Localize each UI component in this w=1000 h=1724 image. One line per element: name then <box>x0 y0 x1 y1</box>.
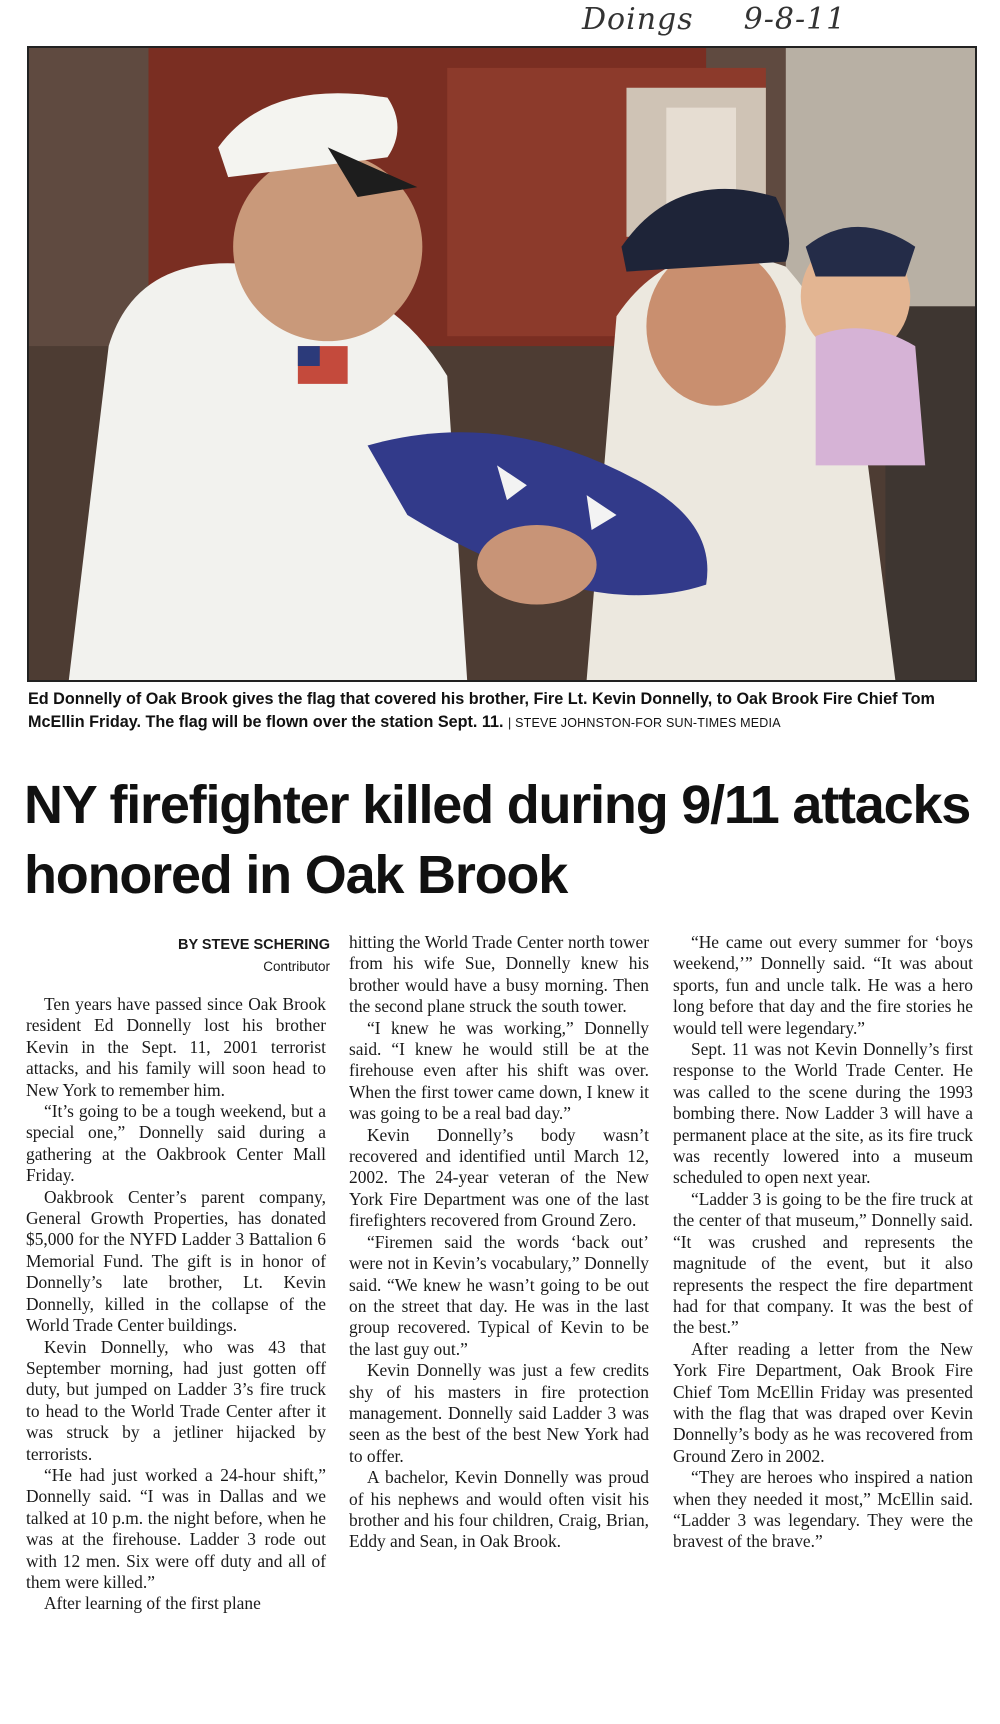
article-column-2 <box>349 932 649 1553</box>
photo-caption <box>28 688 978 735</box>
paragraph: “Firemen said the words ‘back out’ were not in Kevin’s vocabulary,” Donnelly said. “We knew he wasn’t going to be out on the street that day. He was in the last group recovered. Typical of Kevin to be the last guy out.” <box>349 1231 649 1359</box>
handwritten-note <box>582 2 846 37</box>
paragraph: “Ladder 3 is going to be the fire truck at the center of that museum,” Donnelly said. “It was crushed and represents the magnitude of the event, but it also represents the respect the fire department had for that company. It was the best of the best.” <box>673 1188 973 1338</box>
paragraph: Oakbrook Center’s parent company, General Growth Properties, has donated $5,000 for the NYFD Ladder 3 Battalion 6 Memorial Fund. The gift is in honor of Donnelly’s late brother, Lt. Kevin Donnelly, killed in the collapse of the World Trade Center buildings. <box>26 1186 326 1336</box>
paragraph-continued: hitting the World Trade Center north tower from his wife Sue, Donnelly knew his brother would have a busy morning. Then the second plane struck the south tower. <box>349 932 649 1017</box>
paragraph: Kevin Donnelly’s body wasn’t recovered and identified until March 12, 2002. The 24-year veteran of the New York Fire Department was one of the last firefighters recovered from Ground Zero. <box>349 1124 649 1231</box>
paragraph: “I knew he was working,” Donnelly said. “I knew he would still be at the firehouse even after his shift was over. When the first tower came down, I knew it was going to be a real bad day.” <box>349 1017 649 1124</box>
article-column-3 <box>673 932 973 1553</box>
article-column-1 <box>26 932 326 1615</box>
paragraph: Kevin Donnelly was just a few credits shy of his masters in fire protection management. Donnelly said Ladder 3 was seen as the best of the best New York had to offer. <box>349 1360 649 1466</box>
caption-text: Ed Donnelly of Oak Brook gives the flag that covered his brother, Fire Lt. Kevin Donnelly, to Oak Brook Fire Chief Tom McEllin Friday. The flag will be flown over the station Sept. 11. <box>28 690 935 731</box>
handwritten-date: 9-8-11 <box>743 2 847 37</box>
byline-role: Contributor <box>263 959 330 974</box>
paragraph: A bachelor, Kevin Donnelly was proud of his nephews and would often visit his brother and his four children, Craig, Brian, Eddy and Sean, in Oak Brook. <box>349 1467 649 1552</box>
paragraph: Kevin Donnelly, who was 43 that September morning, had just gotten off duty, but jumped on Ladder 3’s fire truck to head to the World Trade Center after it was struck by a jetliner hijacked by terrorists. <box>26 1336 326 1464</box>
paragraph: “It’s going to be a tough weekend, but a special one,” Donnelly said during a gathering at the Oakbrook Center Mall Friday. <box>26 1101 326 1186</box>
handwritten-publication: Doings <box>582 2 694 37</box>
paragraph: After learning of the first plane <box>44 1593 261 1614</box>
paragraph: Ten years have passed since Oak Brook resident Ed Donnelly lost his brother Kevin in the Sept. 11, 2001 terrorist attacks, and his family will soon head to New York to remember him. <box>26 994 326 1100</box>
paragraph: “They are heroes who inspired a nation when they needed it most,” McEllin said. “Ladder 3 was legendary. They were the bravest of the brave.” <box>673 1467 973 1552</box>
photo-credit: | STEVE JOHNSTON-FOR SUN-TIMES MEDIA <box>508 716 781 730</box>
news-photo <box>27 46 977 682</box>
headline: NY firefighter killed during 9/11 attacks honored in Oak Brook <box>24 775 971 905</box>
paragraph: “He had just worked a 24-hour shift,” Donnelly said. “I was in Dallas and we talked at 10 p.m. the night before, when he was at the firehouse. Ladder 3 rode out with 12 men. Six were off duty and all of them were killed.” <box>26 1464 326 1592</box>
paragraph: Sept. 11 was not Kevin Donnelly’s first response to the World Trade Center. He was called to the scene during the 1993 bombing there. Now Ladder 3 will have a permanent place at the site, as its fire truck was recently lowered into a museum scheduled to open next year. <box>673 1039 973 1188</box>
paragraph: After reading a letter from the New York Fire Department, Oak Brook Fire Chief Tom McEllin Friday was presented with the flag that was draped over Kevin Donnelly’s body as he was recovered from Ground Zero in 2002. <box>673 1338 973 1466</box>
paragraph: “He came out every summer for ‘boys weekend,’” Donnelly said. “It was about sports, fun and uncle talk. He was a hero long before that day and the fire stories he would tell were legendary.” <box>673 932 973 1038</box>
byline-author: BY STEVE SCHERING <box>177 937 330 953</box>
